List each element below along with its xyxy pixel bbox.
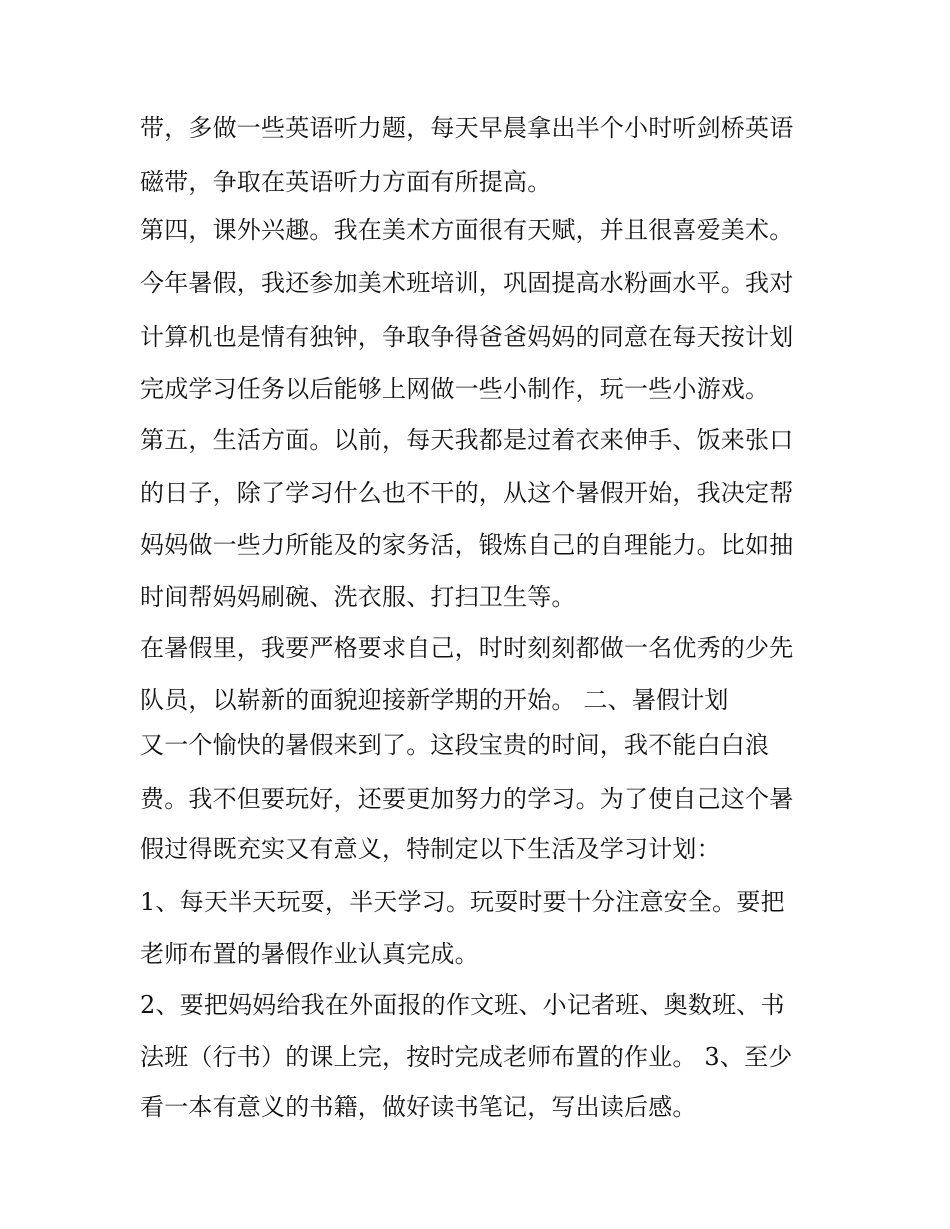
text-line: 第五，生活方面。以前，每天我都是过着衣来伸手、饭来张口 [140, 426, 794, 454]
text-line: 时间帮妈妈刷碗、洗衣服、打扫卫生等。 [140, 583, 576, 611]
text-line: 假过得既充实又有意义，特制定以下生活及学习计划： [140, 835, 721, 863]
text-line: 在暑假里，我要严格要求自己，时时刻刻都做一名优秀的少先 [140, 634, 794, 662]
text-line: 第四，课外兴趣。我在美术方面很有天赋，并且很喜爱美术。 [140, 216, 794, 244]
text-line: 带，多做一些英语听力题，每天早晨拿出半个小时听剑桥英语 [140, 114, 794, 142]
text-line: 计算机也是情有独钟，争取争得爸爸妈妈的同意在每天按计划 [140, 323, 794, 351]
text-line: 今年暑假，我还参加美术班培训，巩固提高水粉画水平。我对 [140, 269, 794, 297]
text-line: 的日子，除了学习什么也不干的，从这个暑假开始，我决定帮 [140, 479, 794, 507]
text-line: 队员，以崭新的面貌迎接新学期的开始。 二、暑假计划 [140, 686, 729, 714]
text-line: 磁带，争取在英语听力方面有所提高。 [140, 168, 552, 196]
text-line: 又一个愉快的暑假来到了。这段宝贵的时间，我不能白白浪 [140, 731, 770, 759]
text-line: 1、每天半天玩耍，半天学习。玩耍时要十分注意安全。要把 [140, 888, 785, 916]
text-line: 完成学习任务以后能够上网做一些小制作，玩一些小游戏。 [140, 375, 770, 403]
text-line: 费。我不但要玩好，还要更加努力的学习。为了使自己这个暑 [140, 785, 794, 813]
text-line: 看一本有意义的书籍，做好读书笔记，写出读后感。 [140, 1093, 697, 1121]
text-line: 老师布置的暑假作业认真完成。 [140, 940, 479, 968]
text-line: 法班（行书）的课上完，按时完成老师布置的作业。 3、至少 [140, 1043, 793, 1071]
text-line: 2、要把妈妈给我在外面报的作文班、小记者班、奥数班、书 [140, 991, 785, 1019]
text-line: 妈妈做一些力所能及的家务活，锻炼自己的自理能力。比如抽 [140, 531, 794, 559]
